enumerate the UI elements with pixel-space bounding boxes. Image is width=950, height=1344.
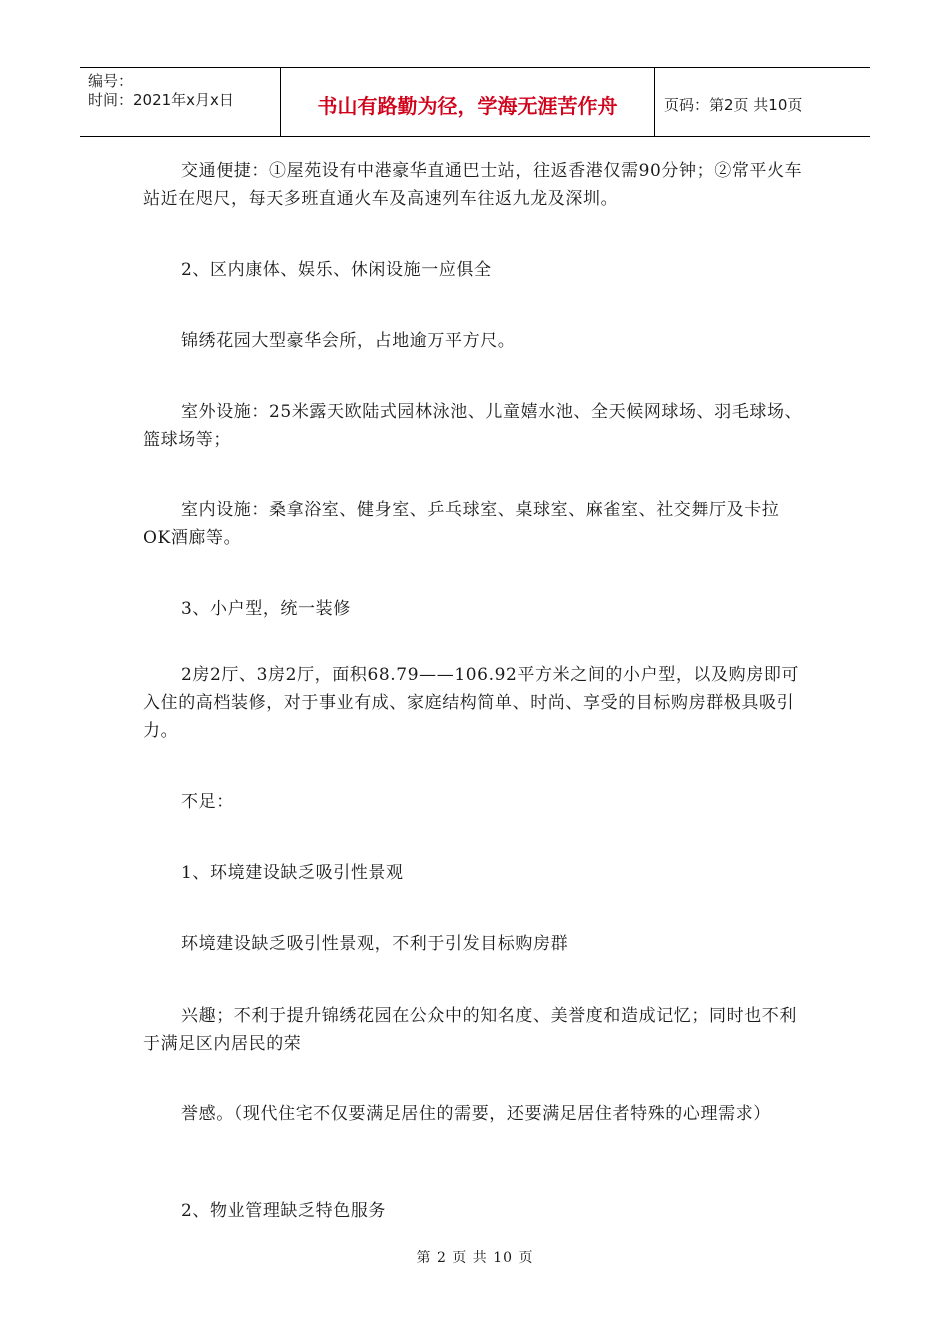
paragraph: 兴趣；不利于提升锦绣花园在公众中的知名度、美誉度和造成记忆；同时也不利于满足区内居民的荣 <box>143 1006 797 1054</box>
header-page-cell <box>655 68 870 136</box>
paragraph: 誉感。（现代住宅不仅要满足居住的需要，还要满足居住者特殊的心理需求） <box>181 1104 771 1124</box>
paragraph: 环境建设缺乏吸引性景观，不利于引发目标购房群 <box>181 934 569 954</box>
document-number-label: 编号： <box>88 72 134 90</box>
section-heading: 2、区内康体、娱乐、休闲设施一应俱全 <box>181 260 492 280</box>
paragraph: 室外设施：25米露天欧陆式园林泳池、儿童嬉水池、全天候网球场、羽毛球场、篮球场等； <box>143 402 803 450</box>
section-heading: 1、环境建设缺乏吸引性景观 <box>181 863 404 883</box>
section-heading: 2、物业管理缺乏特色服务 <box>181 1201 387 1221</box>
header-motto-cell <box>280 68 655 136</box>
header-page-info: 页码：第2页 共10页 <box>664 96 803 114</box>
paragraph: 2房2厅、3房2厅，面积68.79——106.92平方米之间的小户型，以及购房即可入住的高档装修，对于事业有成、家庭结构简单、时尚、享受的目标购房群极具吸引力。 <box>143 665 800 741</box>
header-motto: 书山有路勤为径，学海无涯苦作舟 <box>317 94 618 118</box>
section-heading: 不足： <box>181 792 234 812</box>
header-meta <box>80 68 280 136</box>
section-heading: 3、小户型，统一装修 <box>181 599 351 619</box>
page-footer: 第 2 页 共 10 页 <box>416 1250 534 1266</box>
paragraph: 室内设施：桑拿浴室、健身室、乒乓球室、桌球室、麻雀室、社交舞厅及卡拉OK酒廊等。 <box>143 500 780 548</box>
paragraph: 锦绣花园大型豪华会所，占地逾万平方尺。 <box>181 331 516 351</box>
document-date: 时间：2021年x月x日 <box>88 91 234 109</box>
page-header <box>80 67 870 137</box>
paragraph: 交通便捷：①屋苑设有中港豪华直通巴士站，往返香港仅需90分钟；②常平火车站近在咫尺，每天多班直通火车及高速列车往返九龙及深圳。 <box>143 161 803 209</box>
